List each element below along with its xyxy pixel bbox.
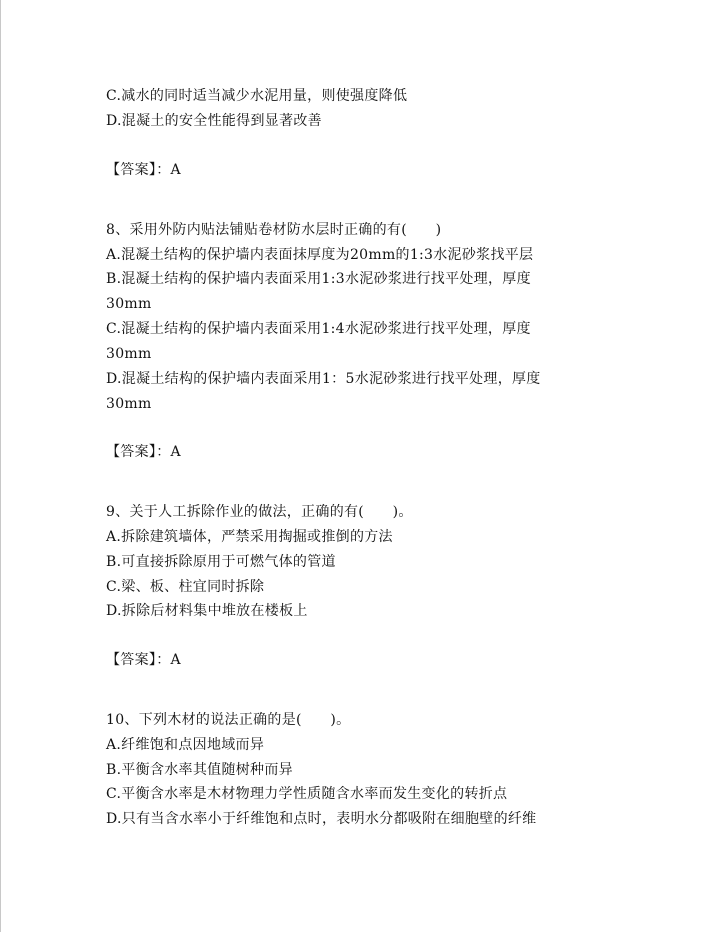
q8-option-a: A.混凝土结构的保护墙内表面抹厚度为20mm的1:3水泥砂浆找平层: [106, 247, 534, 263]
q9-answer: 【答案】：A: [106, 652, 181, 668]
q7-option-d: D.混凝土的安全性能得到显著改善: [106, 113, 322, 129]
q7-option-c: C.减水的同时适当减少水泥用量，则使强度降低: [106, 88, 408, 104]
q8-answer: 【答案】：A: [106, 444, 181, 460]
q8-option-d-cont: 30mm: [106, 396, 152, 412]
q9-option-c: C.梁、板、柱宜同时拆除: [106, 579, 265, 595]
q10-option-c: C.平衡含水率是木材物理力学性质随含水率而发生变化的转折点: [106, 786, 508, 802]
q8-option-b-cont: 30mm: [106, 296, 152, 312]
q9-option-d: D.拆除后材料集中堆放在楼板上: [106, 603, 308, 619]
q8-option-c: C.混凝土结构的保护墙内表面采用1:4水泥砂浆进行找平处理，厚度: [106, 321, 531, 337]
q8-option-b: B.混凝土结构的保护墙内表面采用1:3水泥砂浆进行找平处理，厚度: [106, 271, 531, 287]
q10-option-a: A.纤维饱和点因地域而异: [106, 737, 265, 753]
q7-answer: 【答案】：A: [106, 162, 181, 178]
q10-question: 10、下列木材的说法正确的是( )。: [106, 712, 351, 728]
q9-option-b: B.可直接拆除原用于可燃气体的管道: [106, 554, 336, 570]
q8-option-c-cont: 30mm: [106, 346, 152, 362]
q10-option-d: D.只有当含水率小于纤维饱和点时，表明水分都吸附在细胞壁的纤维: [106, 811, 537, 827]
q10-option-b: B.平衡含水率其值随树种而异: [106, 762, 293, 778]
q9-option-a: A.拆除建筑墙体，严禁采用掏掘或推倒的方法: [106, 529, 393, 545]
q8-option-d: D.混凝土结构的保护墙内表面采用1：5水泥砂浆进行找平处理，厚度: [106, 371, 541, 387]
q9-question: 9、关于人工拆除作业的做法，正确的有( )。: [106, 504, 413, 520]
q8-question: 8、采用外防内贴法铺贴卷材防水层时正确的有( ): [106, 222, 442, 238]
